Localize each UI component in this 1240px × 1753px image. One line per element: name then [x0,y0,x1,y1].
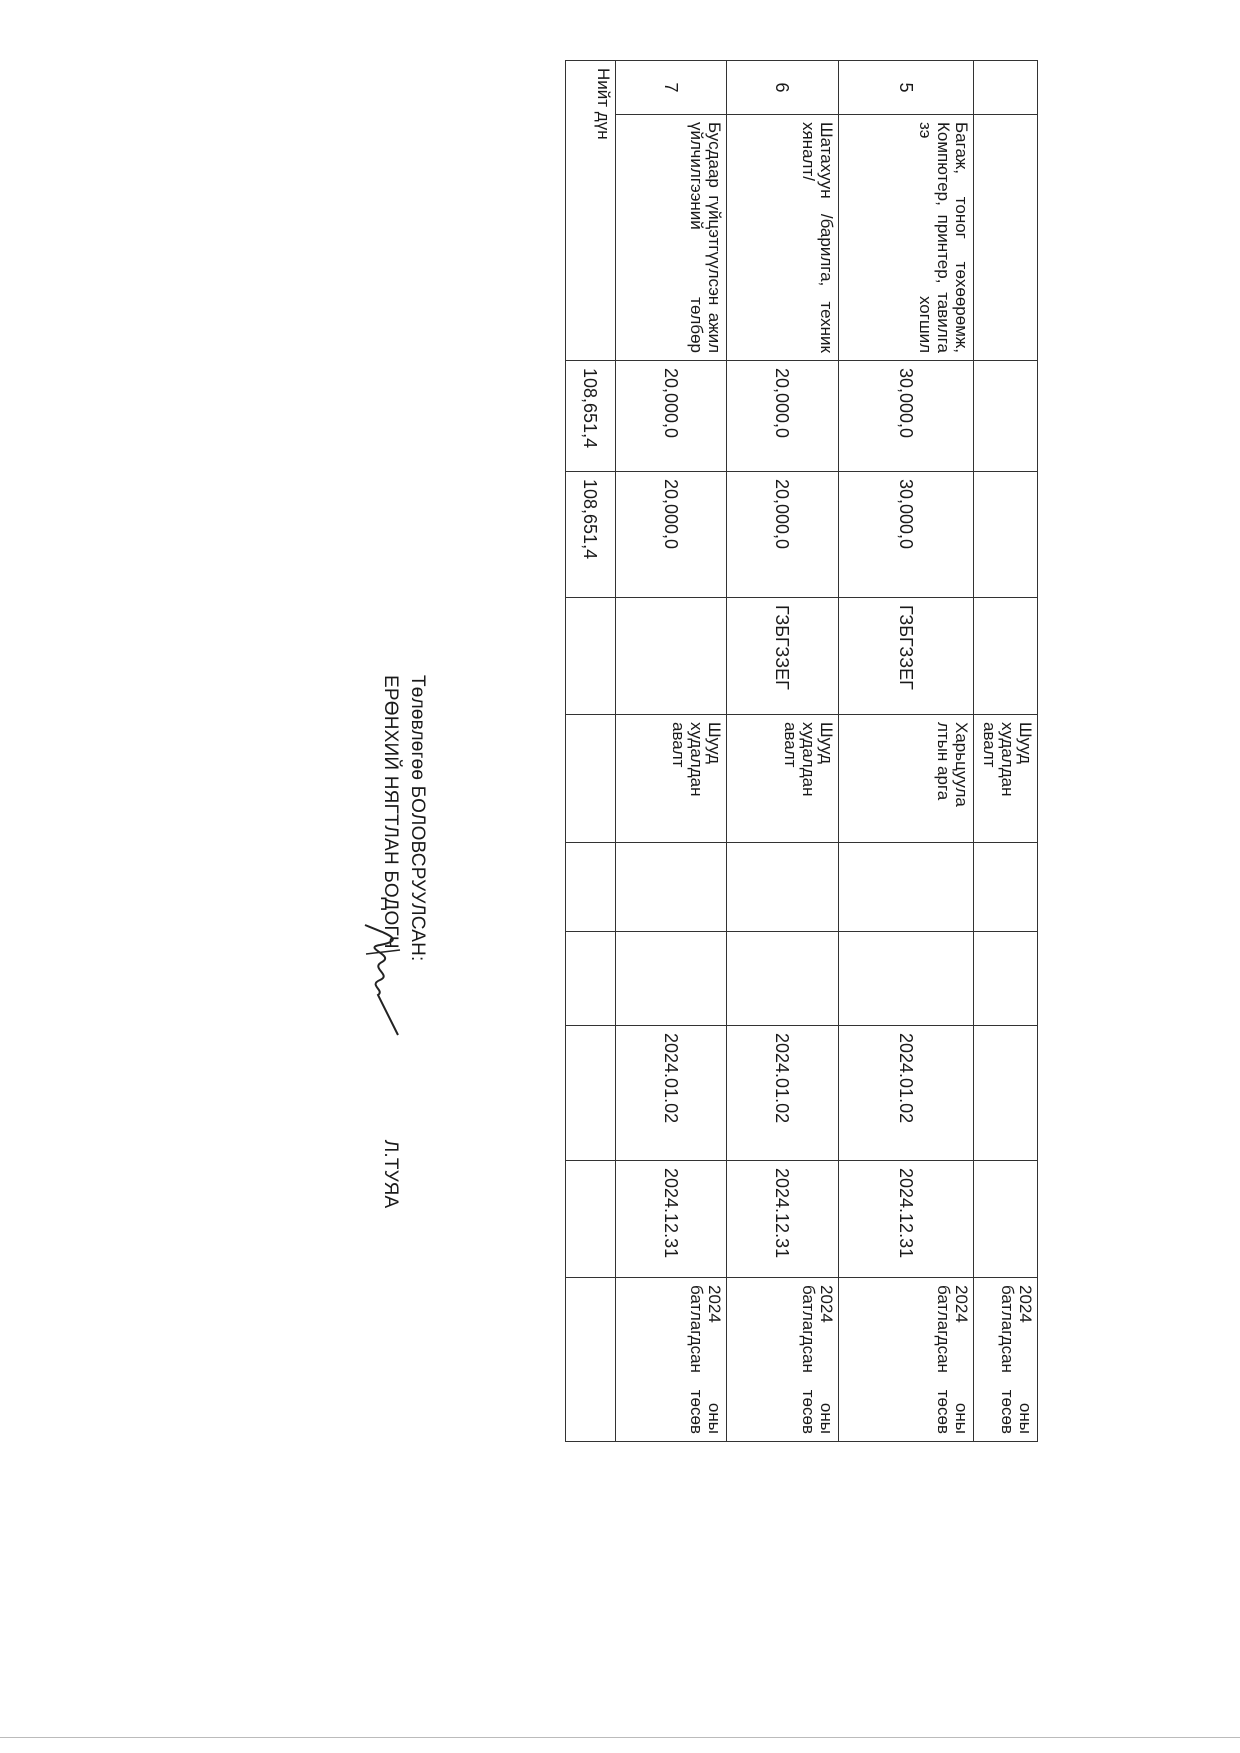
empty-cell [566,1161,616,1278]
empty-cell [566,715,616,843]
table-row [974,61,1038,1442]
empty-cell [566,1026,616,1161]
total-amount-approved: 108,651,4 [566,472,616,598]
empty-cell [616,932,727,1026]
amount-plan: 20,000,0 [727,361,839,472]
procurement-method: Шууд худалдан авалт [974,715,1038,843]
budget-code: ГЗБГЗЗЕГ [839,598,974,715]
row-number: 7 [616,61,727,115]
start-date: 2024.01.02 [727,1026,839,1161]
procurement-method: Харьцуула лтын арга [839,715,974,843]
start-date [974,1026,1038,1161]
empty-cell [727,932,839,1026]
signer-name: Л.ТУЯА [380,1139,401,1209]
handwritten-signature-icon [350,920,410,1040]
empty-cell [566,843,616,932]
empty-cell [839,932,974,1026]
amount-approved: 30,000,0 [839,472,974,598]
total-label: Нийт дүн [566,61,616,361]
table-row [616,61,727,1442]
start-date: 2024.01.02 [839,1026,974,1161]
procurement-method: Шууд худалдан авалт [616,715,727,843]
prepared-by-line: Төлөвлөгөө БОЛОВСРУУЛСАН: [407,675,428,962]
empty-cell [566,598,616,715]
end-date: 2024.12.31 [616,1161,727,1278]
budget-code: ГЗБГЗЗЕГ [727,598,839,715]
signer-role: ЕРӨНХИЙ НЯГТЛАН БОДОГЧ [380,675,401,949]
procurement-method: Шууд худалдан авалт [727,715,839,843]
budget-code [974,598,1038,715]
total-row [566,61,616,1442]
total-amount-plan: 108,651,4 [566,361,616,472]
empty-cell [839,843,974,932]
empty-cell [566,932,616,1026]
scan-edge-line [0,1737,1240,1738]
amount-plan: 20,000,0 [616,361,727,472]
funding-source: 2024 оны батлагдсан төсөв [616,1278,727,1442]
amount-approved: 20,000,0 [616,472,727,598]
amount-plan [974,361,1038,472]
procurement-plan-table [565,60,1038,1442]
item-name [974,115,1038,361]
end-date [974,1161,1038,1278]
item-name: Бусдаар гүйцэтгүүлсэн ажил үйлчилгээний төлбөр [616,115,727,361]
table-row [727,61,839,1442]
empty-cell [974,932,1038,1026]
empty-cell [566,1278,616,1442]
row-number [974,61,1038,115]
funding-source: 2024 оны батлагдсан төсөв [727,1278,839,1442]
start-date: 2024.01.02 [616,1026,727,1161]
item-name: Шатахуун /барилга, техник хяналт/ [727,115,839,361]
empty-cell [727,843,839,932]
end-date: 2024.12.31 [727,1161,839,1278]
funding-source: 2024 оны батлагдсан төсөв [839,1278,974,1442]
row-number: 6 [727,61,839,115]
empty-cell [974,843,1038,932]
row-number: 5 [839,61,974,115]
empty-cell [616,843,727,932]
amount-plan: 30,000,0 [839,361,974,472]
amount-approved: 20,000,0 [727,472,839,598]
budget-code [616,598,727,715]
table-row [839,61,974,1442]
item-name: Багаж, тоног төхөөрөмж, Компютер, принтер, тавилга зэ хогшил [839,115,974,361]
amount-approved [974,472,1038,598]
end-date: 2024.12.31 [839,1161,974,1278]
funding-source: 2024 оны батлагдсан төсөв [974,1278,1038,1442]
